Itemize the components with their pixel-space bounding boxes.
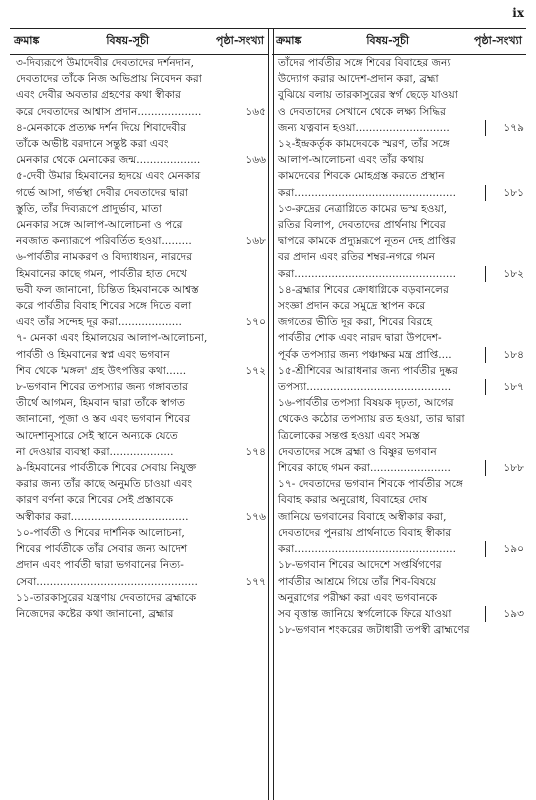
toc-entry-text: [272, 395, 485, 476]
toc-entry-line: করার জন্য তাঁর কাছে অনুমতি চাওয়া এবং: [16, 478, 192, 491]
toc-entry-line: অনুরাগের পরীক্ষা করা এবং ভগবানকে: [278, 591, 438, 604]
toc-entry-line: তীর্থে আগমন, হিমবান দ্বারা তাঁকে স্বাগত: [16, 397, 185, 410]
toc-entry-text: [10, 379, 228, 460]
toc-entry-line: থেকেও কঠোর তপস্যায় রত হওয়া, তার দ্বারা: [278, 413, 465, 426]
header-serial: ক্রমাঙ্ক: [276, 34, 302, 47]
left-entry-list: [10, 55, 268, 622]
toc-entry-line: পার্বতী ও হিমবানের স্বপ্ন এবং ভগবান: [16, 348, 170, 361]
toc-entry: [272, 395, 526, 476]
toc-entry-line: করে পার্বতীর বিবাহ শিবের সঙ্গে দিতে বলা: [16, 300, 192, 313]
toc-entry-line: তাঁদের পার্বতীর সঙ্গে শিবের বিবাহের জন্য: [278, 57, 451, 69]
toc-entry-line: অস্বীকার করা...................................: [16, 510, 189, 523]
toc-entry-line: বুঝিয়ে বলায় তারকাসুরের স্বর্গ ছেড়ে যাওয়া: [278, 89, 458, 102]
toc-entry-page-number: ১৬৫: [245, 105, 266, 118]
toc-entry-line: ও দেবতাদের সেখানে থেকে লক্ষ্য সিদ্ধির: [278, 105, 447, 118]
toc-entry-text: [272, 282, 485, 363]
toc-entry: [10, 168, 268, 249]
toc-entry-line: জন্য যত্নবান হওয়া............................: [278, 121, 450, 134]
toc-entry-line: করা................................................: [278, 267, 456, 280]
toc-entry-page-number: ১৮৮: [485, 460, 526, 476]
toc-entry-line: ১৮-ভগবান শংকরের জটাধারী তপস্বী ব্রাহ্মণের: [278, 624, 470, 637]
left-column-header: [10, 30, 268, 55]
toc-entry-line: দেবতাদের পুনরায় প্রার্থনাতে বিবাহ স্বীকার: [278, 526, 452, 539]
toc-entry: [272, 282, 526, 363]
toc-entry: [10, 55, 268, 120]
toc-entry-line: দ্বাপরে কামকে প্রদ্যুম্নরূপে নূতন দেহ প্রাপ্তির: [278, 235, 456, 248]
toc-entry-line: মেনকার থেকে মেনাকের জন্ম...................: [16, 154, 201, 167]
toc-entry-line: পার্বতীর আশ্রমে গিয়ে তাঁর শিব-বিষয়ে: [278, 575, 436, 588]
toc-entry-line: ভবী ফল জানানো, চিন্তিত হিমবানকে আশ্বস্ত: [16, 283, 199, 296]
toc-entry-text: [272, 622, 485, 638]
toc-entry-line: ৪-মেনকাকে প্রত্যক্ষ দর্শন দিয়ে শিবাদেবীর: [16, 121, 187, 134]
toc-entry-line: তাঁকে অভীষ্ট বরদানে সন্তুষ্ট করা এবং: [16, 138, 169, 151]
right-entry-list: [272, 55, 526, 638]
header-subject: বিষয়-সূচী: [366, 34, 410, 47]
toc-entry-text: [272, 476, 485, 557]
toc-entry-line: এবং তাঁর সন্দেহ দূর করা...................: [16, 316, 182, 329]
toc-entry-line: সব বৃত্তান্ত জানিয়ে স্বর্গলোকে ফিরে যাওয়া: [278, 607, 452, 620]
toc-entry-text: [10, 120, 228, 169]
toc-entry-text: [272, 557, 485, 622]
toc-entry-line: ত্রিলোকের সন্তপ্ত হওয়া এবং সমস্ত: [278, 429, 420, 442]
toc-entry-line: দেবতাদের তাঁকে নিজ অভিপ্রায় নিবেদন করা: [16, 73, 202, 86]
toc-entry-line: করে দেবতাদের আশ্বাস প্রদান...................: [16, 105, 202, 118]
toc-entry-line: আলাপ-আলোচনা এবং তাঁর কথায়: [278, 154, 424, 167]
toc-entry: [272, 363, 526, 395]
toc-entry-text: [272, 136, 485, 201]
toc-entry: [10, 590, 268, 622]
toc-entry-text: [272, 55, 485, 136]
toc-entry-line: ১৩-রুদ্রের নেত্রাগ্নিতে কামের ভস্ম হওয়া,: [278, 202, 448, 215]
toc-entry: [10, 460, 268, 525]
toc-entry-text: [10, 590, 228, 622]
toc-entry-page-number: ১৬৮: [245, 235, 266, 248]
toc-entry-page-number: ১৮৪: [485, 347, 526, 363]
toc-entry-line: ১০-পার্বতী ও শিবের দার্শনিক আলোচনা,: [16, 526, 185, 539]
toc-entry-line: বর প্রদান এবং রতির শম্বর-নগরে গমন: [278, 251, 435, 264]
toc-entry: [272, 622, 526, 638]
toc-entry-line: এবং দেবীর অবতার গ্রহণের কথা স্বীকার: [16, 89, 182, 102]
toc-entry-line: প্রদান এবং পার্বতী দ্বারা ভগবানের নিত্য-: [16, 559, 184, 572]
toc-entry-line: নিজেদের কষ্টের কথা জানানো, ব্রহ্মার: [16, 607, 174, 620]
toc-entry-line: ১৫-শ্রীশিবের আরাধনার জন্য পার্বতীর দুষ্কর: [278, 364, 458, 377]
left-column: [10, 30, 268, 800]
toc-entry-line: করা................................................: [278, 186, 456, 199]
toc-entry: [10, 379, 268, 460]
toc-entry: [10, 120, 268, 169]
toc-entry-line: মেনকার সঙ্গে আলাপ-আলোচনা ও পরে: [16, 219, 183, 232]
header-page: পৃষ্ঠা-সংখ্যা: [474, 34, 522, 47]
header-subject: বিষয়-সূচী: [106, 34, 150, 47]
toc-entry-page-number: ১৭৭: [245, 575, 266, 588]
toc-entry-text: [10, 249, 228, 330]
toc-entry-line: ১৭- দেবতাদের ভগবান শিবকে পার্বতীর সঙ্গে: [278, 478, 463, 491]
toc-entry-text: [272, 363, 485, 395]
toc-entry-line: ৩-দিব্যরূপে উমাদেবীর দেবতাদের দর্শনদান,: [16, 57, 194, 69]
toc-entry-line: তপস্যা...........................................: [278, 381, 452, 394]
toc-entry-text: [10, 460, 228, 525]
toc-entry-line: স্তুতি, তাঁর দিব্যরূপে প্রাদুর্ভাব, মাতা: [16, 202, 162, 215]
toc-entry-line: দেবতাদের সঙ্গে ব্রহ্মা ও বিষ্ণুর ভগবান: [278, 445, 437, 458]
toc-entry-text: [272, 201, 485, 282]
toc-entry-line: নবজাত কন্যারূপে পরিবর্তিত হওয়া.........: [16, 235, 192, 248]
toc-entry-page-number: ১৭৪: [245, 445, 266, 458]
toc-entry: [272, 136, 526, 201]
toc-entry-page-number: ১৯০: [485, 541, 526, 557]
toc-entry-page-number: ১৯৩: [485, 606, 526, 622]
toc-entry-text: [10, 168, 228, 249]
right-column: [272, 30, 526, 800]
toc-entry: [10, 330, 268, 379]
toc-entry-page-number: ১৭০: [245, 316, 266, 329]
toc-entry-line: ৫-দেবী উমার হিমবানের হৃদয়ে এবং মেনকার: [16, 170, 201, 183]
toc-entry-line: ১১-তারকাসুরের যন্ত্রণায় দেবতাদের ব্রহ্মাকে: [16, 591, 197, 604]
toc-entry: [272, 476, 526, 557]
toc-entry-line: বিবাহ করার অনুরোধ, বিবাহের দোষ: [278, 494, 428, 507]
toc-entry-line: রতির বিলাপ, দেবতাদের প্রার্থনায় শিবের: [278, 219, 446, 232]
toc-entry-page-number: ১৬৬: [245, 154, 266, 167]
toc-entry-page-number: ১৭৯: [485, 120, 526, 136]
toc-entry-page-number: ১৮১: [485, 185, 526, 201]
toc-entry-line: ১৮-ভগবান শিবের আদেশে সপ্তর্ষিগণের: [278, 559, 442, 572]
toc-entry-line: কামদেবের শিবকে মোহগ্রস্ত করতে প্রস্থান: [278, 170, 445, 183]
toc-entry-line: পার্বতীর শোক এবং নারদ দ্বারা উপদেশ-: [278, 332, 442, 345]
right-column-header: [272, 30, 526, 55]
toc-entry-line: উদ্যোগ করার আদেশ-প্রদান করা, ব্রহ্মা: [278, 73, 439, 86]
toc-entry-line: শিব থেকে 'মঙ্গল' গ্রহ উৎপত্তির কথা......: [16, 364, 187, 377]
page-number: ix: [512, 6, 524, 20]
toc-entry-line: জগতের ভীতি দূর করা, শিবের বিরহে: [278, 316, 433, 329]
toc-entry-page-number: ১৭৬: [245, 510, 266, 523]
toc-entry-line: সংজ্ঞা প্রদান করে সমুদ্রে স্থাপন করে: [278, 300, 426, 313]
toc-entry-line: করা................................................: [278, 543, 456, 556]
toc-entry-line: আদেশানুসারে সেই স্থানে অন্যকে যেতে: [16, 429, 178, 442]
toc-entry-line: না দেওয়ার ব্যবস্থা করা...................: [16, 445, 174, 458]
toc-entry-line: ৬-পার্বতীর নামকরণ ও বিদ্যাধ্যয়ন, নারদের: [16, 251, 193, 264]
toc-entry-text: [10, 525, 228, 590]
toc-entry-text: [10, 330, 228, 379]
header-serial: ক্রমাঙ্ক: [14, 34, 40, 47]
toc-entry-line: জানানো, পূজা ও স্তব এবং ভগবান শিবের: [16, 413, 191, 426]
toc-entry-line: হিমবানের কাছে গমন, পার্বতীর হাত দেখে: [16, 267, 187, 280]
toc-entry-line: কারণ বর্ণনা করে শিবের সেই প্রস্তাবকে: [16, 494, 173, 507]
toc-entry-line: ৯-হিমবানের পার্বতীকে শিবের সেবায় নিযুক্ত: [16, 462, 197, 475]
toc-entry: [10, 249, 268, 330]
toc-entry-line: ৭- মেনকা এবং হিমালয়ের আলাপ-আলোচনা,: [16, 332, 208, 345]
toc-entry-line: ৮-ভগবান শিবের তপস্যার জন্য গঙ্গাবতার: [16, 381, 189, 394]
toc-entry-page-number: ১৮৭: [485, 379, 526, 395]
toc-entry-text: [10, 55, 228, 120]
toc-entry: [272, 201, 526, 282]
toc-entry: [272, 55, 526, 136]
header-page: পৃষ্ঠা-সংখ্যা: [216, 34, 264, 47]
toc-entry: [10, 525, 268, 590]
toc-entry-line: শিবের পার্বতীকে তাঁর সেবার জন্য আদেশ: [16, 543, 188, 556]
toc-entry-page-number: ১৭২: [245, 364, 266, 377]
toc-entry-line: ১৪-ব্রহ্মার শিবের ক্রোধাগ্নিকে বড়বানলের: [278, 283, 449, 296]
toc-entry-page-number: ১৮২: [485, 266, 526, 282]
toc-entry-line: পূর্বক তপস্যার জন্য পঞ্চাক্ষর মন্ত্র প্রাপ্তি....: [278, 348, 452, 361]
toc-entry: [272, 557, 526, 622]
toc-entry-line: জানিয়ে ভগবানের বিবাহে অস্বীকার করা,: [278, 510, 447, 523]
toc-entry-line: শিবের কাছে গমন করা........................: [278, 462, 451, 475]
toc-entry-line: ১২-ইন্দ্রকর্তৃক কামদেবকে স্মরণ, তাঁর সঙ্গে: [278, 138, 450, 151]
toc-entry-line: ১৬-পার্বতীর তপস্যা বিষয়ক দৃঢ়তা, আগের: [278, 397, 454, 410]
toc-entry-line: গর্ভে আসা, গর্ভস্থা দেবীর দেবতাদের দ্বারা: [16, 186, 188, 199]
toc-entry-line: সেবা................................................: [16, 575, 198, 588]
